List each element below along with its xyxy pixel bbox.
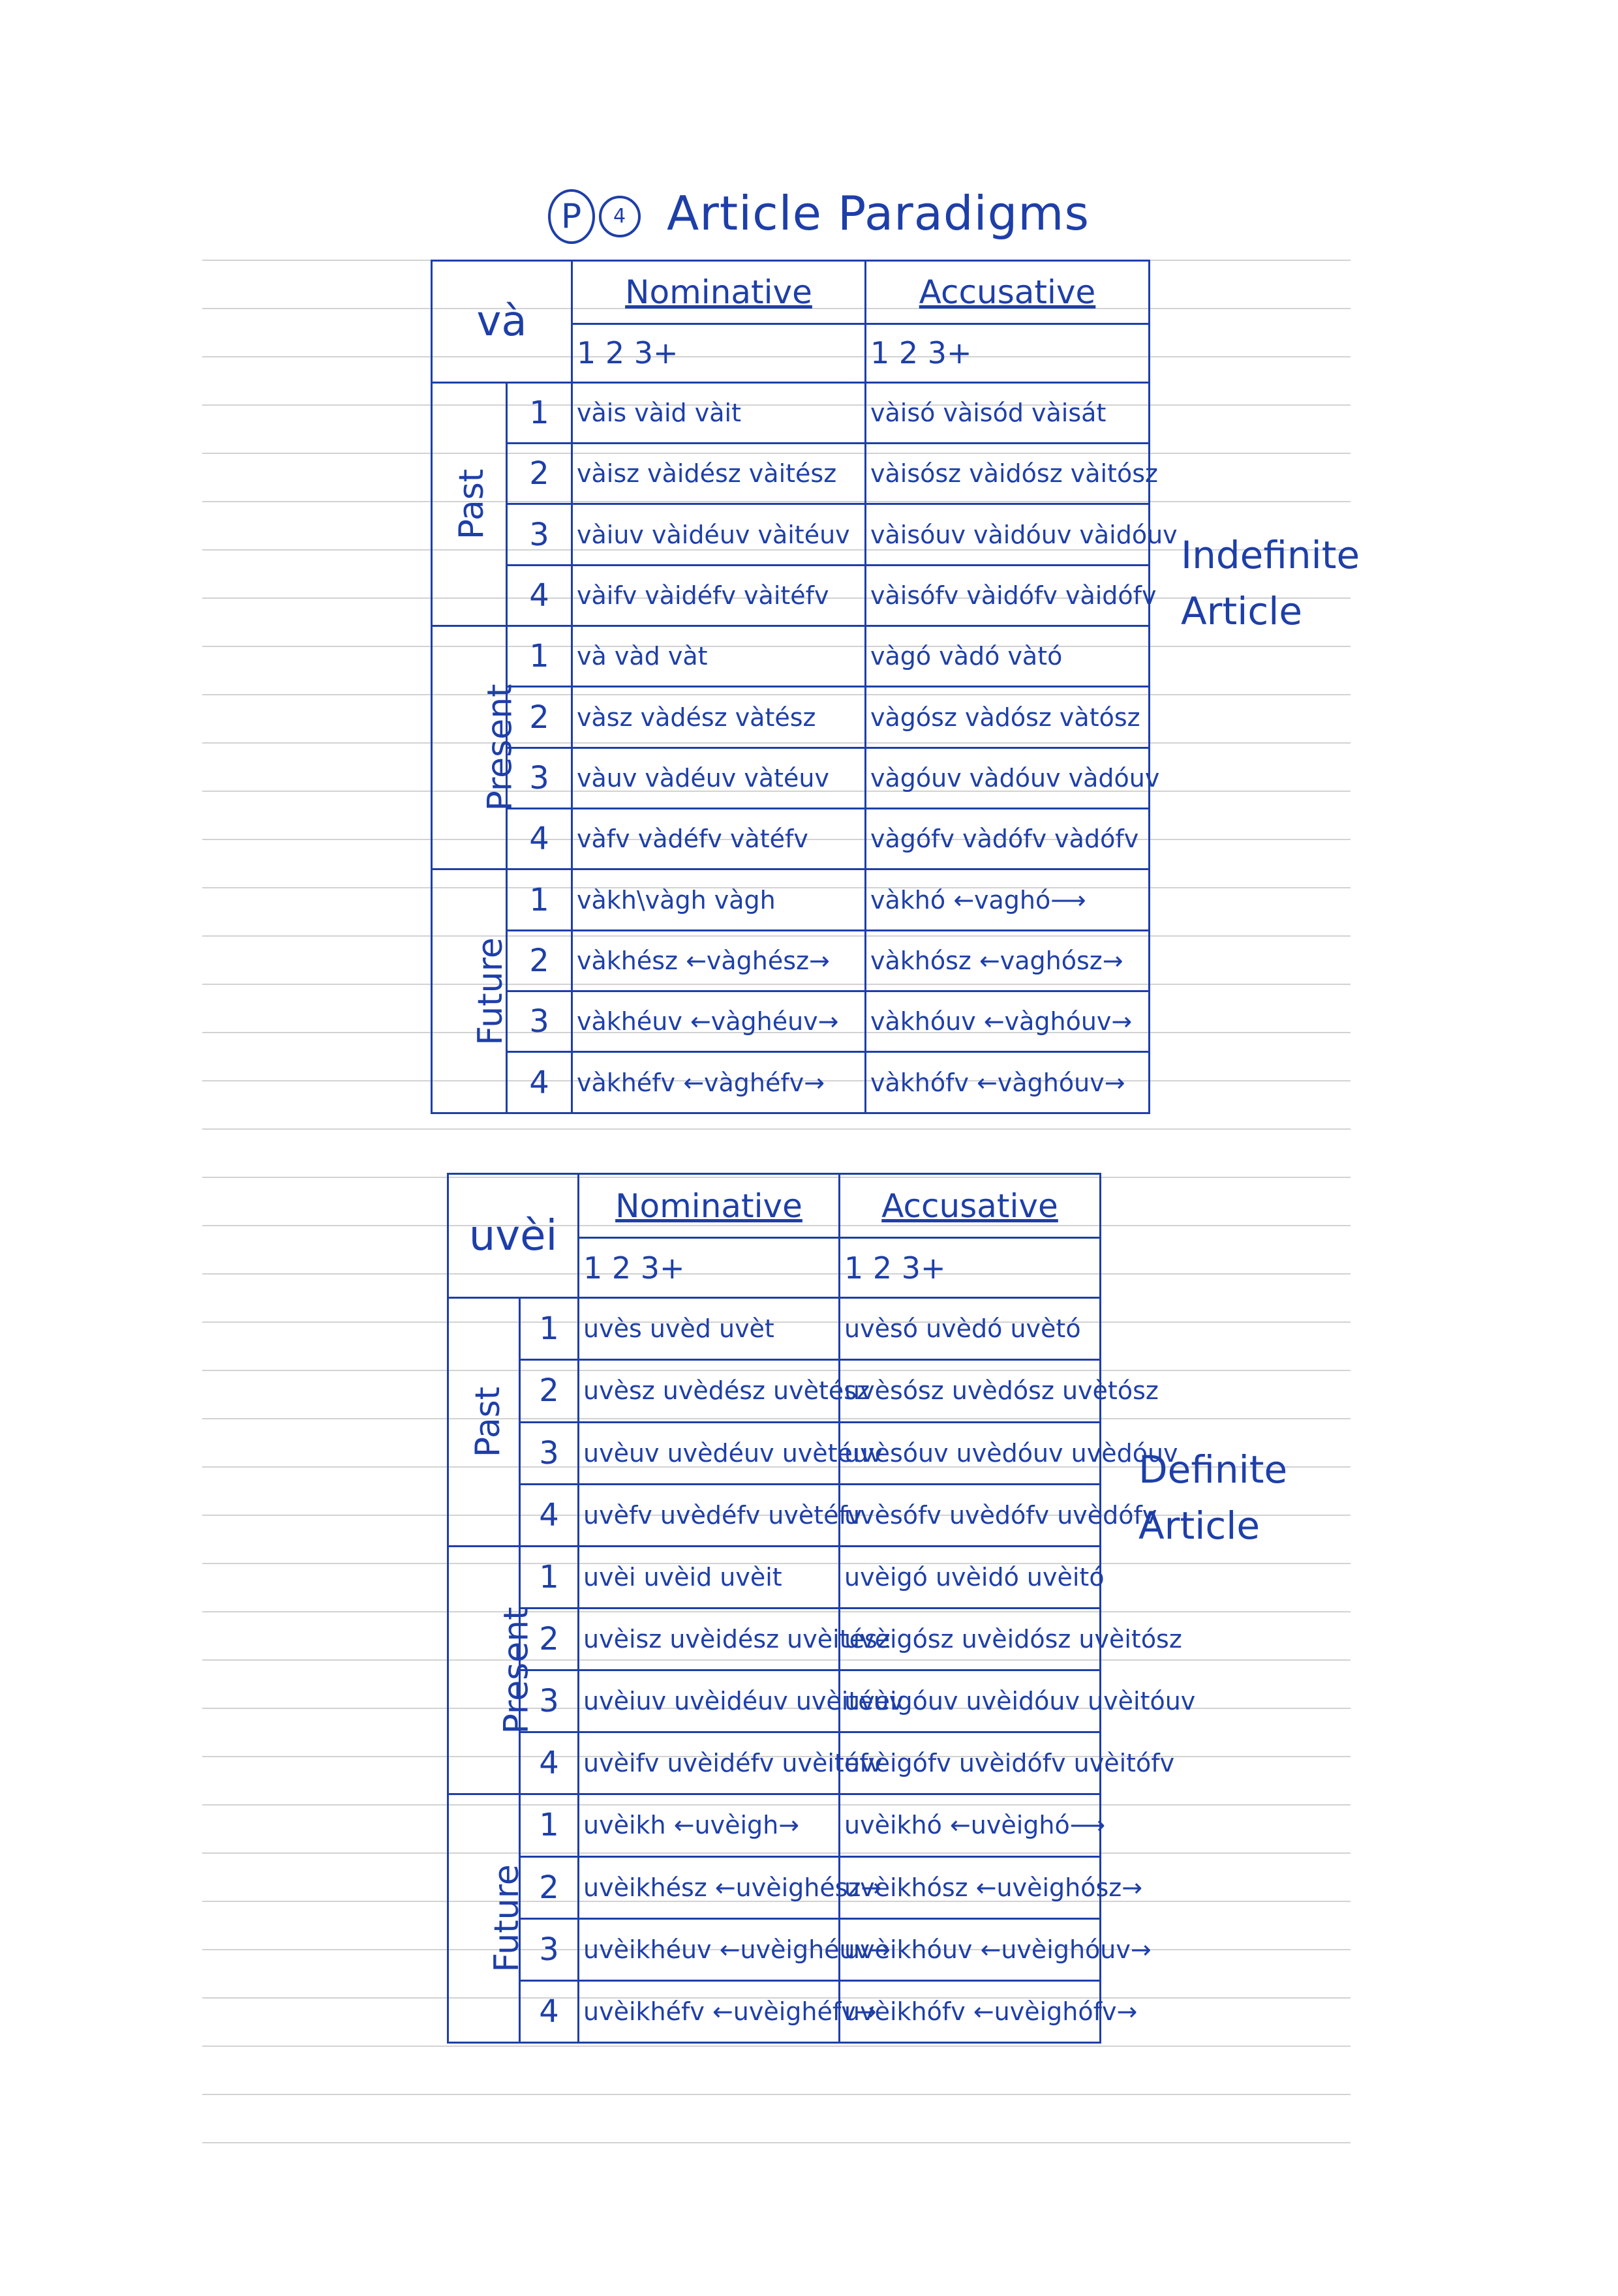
nominative-number-header: 1 2 3+ (572, 324, 866, 382)
nominative-forms: và vàd vàt (572, 626, 866, 687)
nominative-forms: uvèikhéfv ←uvèighéfv→ (579, 1980, 840, 2042)
person-number: 1 (507, 626, 572, 687)
accusative-forms: vàgó vàdó vàtó (866, 626, 1150, 687)
table-row (432, 565, 1150, 626)
table-row (448, 1298, 1101, 1360)
person-number: 4 (507, 565, 572, 626)
table-row (448, 1608, 1101, 1670)
side-label-line: Indefinite (1181, 533, 1360, 577)
person-number: 3 (520, 1670, 579, 1732)
nominative-forms: uvèiuv uvèidéuv uvèitéuv (579, 1670, 840, 1732)
table-row (432, 687, 1150, 748)
table-row (448, 1670, 1101, 1732)
accusative-forms: uvèigósz uvèidósz uvèitósz (840, 1608, 1101, 1670)
ruled-line (202, 2142, 1351, 2143)
table-row (432, 504, 1150, 565)
accusative-forms: uvèigó uvèidó uvèitó (840, 1546, 1101, 1608)
side-label-line: Definite (1138, 1447, 1288, 1492)
accusative-forms: uvèikhóuv ←uvèighóuv→ (840, 1918, 1101, 1980)
tense-label (432, 626, 520, 869)
accusative-number-header: 1 2 3+ (840, 1238, 1101, 1298)
nominative-forms: uvèikhész ←uvèighész→ (579, 1856, 840, 1918)
person-number: 1 (507, 869, 572, 930)
accusative-forms: uvèikhó ←uvèighó⟶ (840, 1794, 1101, 1856)
nominative-forms: vàisz vàidész vàitész (572, 444, 866, 504)
indefinite-article-table (431, 260, 1178, 1114)
person-number: 1 (520, 1298, 579, 1360)
accusative-forms: uvèsóuv uvèdóuv uvèdóuv (840, 1422, 1101, 1484)
nominative-forms: vàis vàid vàit (572, 382, 866, 443)
tense-label (432, 382, 507, 626)
corner-label: và (432, 261, 572, 383)
person-number: 3 (507, 504, 572, 565)
corner-label: uvèi (448, 1174, 579, 1298)
table-row (432, 991, 1150, 1052)
ruled-line (202, 2094, 1351, 2095)
table-row (432, 444, 1150, 504)
tense-label-text: Present (496, 1607, 536, 1734)
table-row (448, 1918, 1101, 1980)
tense-label (432, 869, 510, 1113)
table-row (432, 748, 1150, 808)
tense-label-text: Past (468, 1386, 508, 1458)
page-title (548, 186, 1090, 244)
person-number: 1 (520, 1794, 579, 1856)
accusative-forms: vàkhófv ←vàghóuv→ (866, 1052, 1150, 1113)
nominative-forms: uvèsz uvèdész uvètész (579, 1360, 840, 1422)
table-row (432, 1052, 1150, 1113)
accusative-forms: vàgóuv vàdóuv vàdóuv (866, 748, 1150, 808)
indefinite-side-label (1181, 527, 1360, 639)
tense-label-text: Future (470, 937, 510, 1046)
tense-label (448, 1794, 527, 2043)
person-number: 3 (507, 991, 572, 1052)
circle-letter: P (548, 189, 595, 244)
nominative-forms: vàfv vàdéfv vàtéfv (572, 809, 866, 869)
nominative-forms: vàkh\vàgh vàgh (572, 869, 866, 930)
tense-label (448, 1546, 536, 1794)
header-row (432, 261, 1150, 324)
nominative-forms: vàkhész ←vàghész→ (572, 930, 866, 991)
accusative-header: Accusative (866, 261, 1150, 324)
table-row (432, 382, 1150, 443)
person-number: 4 (507, 1052, 572, 1113)
nominative-forms: vàkhéfv ←vàghéfv→ (572, 1052, 866, 1113)
accusative-forms: uvèsósz uvèdósz uvètósz (840, 1360, 1101, 1422)
accusative-forms: vàkhóuv ←vàghóuv→ (866, 991, 1150, 1052)
accusative-forms: vàgósz vàdósz vàtósz (866, 687, 1150, 748)
accusative-forms: uvèsó uvèdó uvètó (840, 1298, 1101, 1360)
accusative-forms: vàkhósz ←vaghósz→ (866, 930, 1150, 991)
accusative-forms: vàisósz vàidósz vàitósz (866, 444, 1150, 504)
person-number: 1 (520, 1546, 579, 1608)
table-row (448, 1360, 1101, 1422)
person-number: 1 (507, 382, 572, 443)
nominative-forms: vàkhéuv ←vàghéuv→ (572, 991, 866, 1052)
accusative-forms: vàkhó ←vaghó⟶ (866, 869, 1150, 930)
accusative-forms: uvèsófv uvèdófv uvèdófv (840, 1484, 1101, 1546)
accusative-forms: uvèikhósz ←uvèighósz→ (840, 1856, 1101, 1918)
nominative-header: Nominative (579, 1174, 840, 1238)
person-number: 3 (520, 1422, 579, 1484)
person-number: 2 (520, 1608, 579, 1670)
person-number: 2 (507, 687, 572, 748)
nominative-forms: vàuv vàdéuv vàtéuv (572, 748, 866, 808)
person-number: 2 (507, 444, 572, 504)
tense-label-text: Past (452, 468, 492, 540)
person-number: 4 (507, 809, 572, 869)
definite-side-label (1138, 1442, 1287, 1554)
nominative-header: Nominative (572, 261, 866, 324)
accusative-forms: uvèigófv uvèidófv uvèitófv (840, 1732, 1101, 1794)
table-row (432, 930, 1150, 991)
circle-number: 4 (599, 196, 641, 237)
nominative-forms: uvèikh ←uvèigh→ (579, 1794, 840, 1856)
person-number: 3 (507, 748, 572, 808)
accusative-forms: uvèigóuv uvèidóuv uvèitóuv (840, 1670, 1101, 1732)
accusative-forms: vàisóuv vàidóuv vàidóuv (866, 504, 1150, 565)
person-number: 4 (520, 1732, 579, 1794)
ruled-line (202, 1128, 1351, 1130)
nominative-forms: vàiuv vàidéuv vàitéuv (572, 504, 866, 565)
nominative-forms: vàsz vàdész vàtész (572, 687, 866, 748)
nominative-forms: uvès uvèd uvèt (579, 1298, 840, 1360)
person-number: 4 (520, 1484, 579, 1546)
nominative-forms: uvèi uvèid uvèit (579, 1546, 840, 1608)
table-row (448, 1732, 1101, 1794)
side-label-line: Article (1138, 1503, 1260, 1548)
table-row (432, 626, 1150, 687)
accusative-forms: vàisó vàisód vàisát (866, 382, 1150, 443)
nominative-forms: uvèuv uvèdéuv uvètéuv (579, 1422, 840, 1484)
tense-label-text: Present (480, 684, 520, 811)
nominative-forms: vàifv vàidéfv vàitéfv (572, 565, 866, 626)
accusative-number-header: 1 2 3+ (866, 324, 1150, 382)
table-row (432, 869, 1150, 930)
definite-article-table (447, 1173, 1196, 2044)
person-number: 2 (520, 1856, 579, 1918)
accusative-forms: vàgófv vàdófv vàdófv (866, 809, 1150, 869)
person-number: 4 (520, 1980, 579, 2042)
accusative-header: Accusative (840, 1174, 1101, 1238)
table-row (448, 1422, 1101, 1484)
nominative-forms: uvèisz uvèidész uvèitész (579, 1608, 840, 1670)
header-row (448, 1174, 1101, 1238)
table-row (448, 1980, 1101, 2042)
table-row (448, 1794, 1101, 1856)
table-row (432, 809, 1150, 869)
title-text: Article Paradigms (667, 186, 1090, 241)
person-number: 2 (520, 1360, 579, 1422)
nominative-forms: uvèikhéuv ←uvèighéuv→ (579, 1918, 840, 1980)
table-row (448, 1546, 1101, 1608)
person-number: 3 (520, 1918, 579, 1980)
table-row (448, 1856, 1101, 1918)
side-label-line: Article (1181, 589, 1303, 633)
ruled-line (202, 2046, 1351, 2047)
accusative-forms: vàisófv vàidófv vàidófv (866, 565, 1150, 626)
table-row (448, 1484, 1101, 1546)
accusative-forms: uvèikhófv ←uvèighófv→ (840, 1980, 1101, 2042)
tense-label-text: Future (487, 1864, 527, 1972)
nominative-forms: uvèfv uvèdéfv uvètéfv (579, 1484, 840, 1546)
person-number: 2 (507, 930, 572, 991)
tense-label (448, 1298, 520, 1547)
nominative-number-header: 1 2 3+ (579, 1238, 840, 1298)
nominative-forms: uvèifv uvèidéfv uvèitéfv (579, 1732, 840, 1794)
